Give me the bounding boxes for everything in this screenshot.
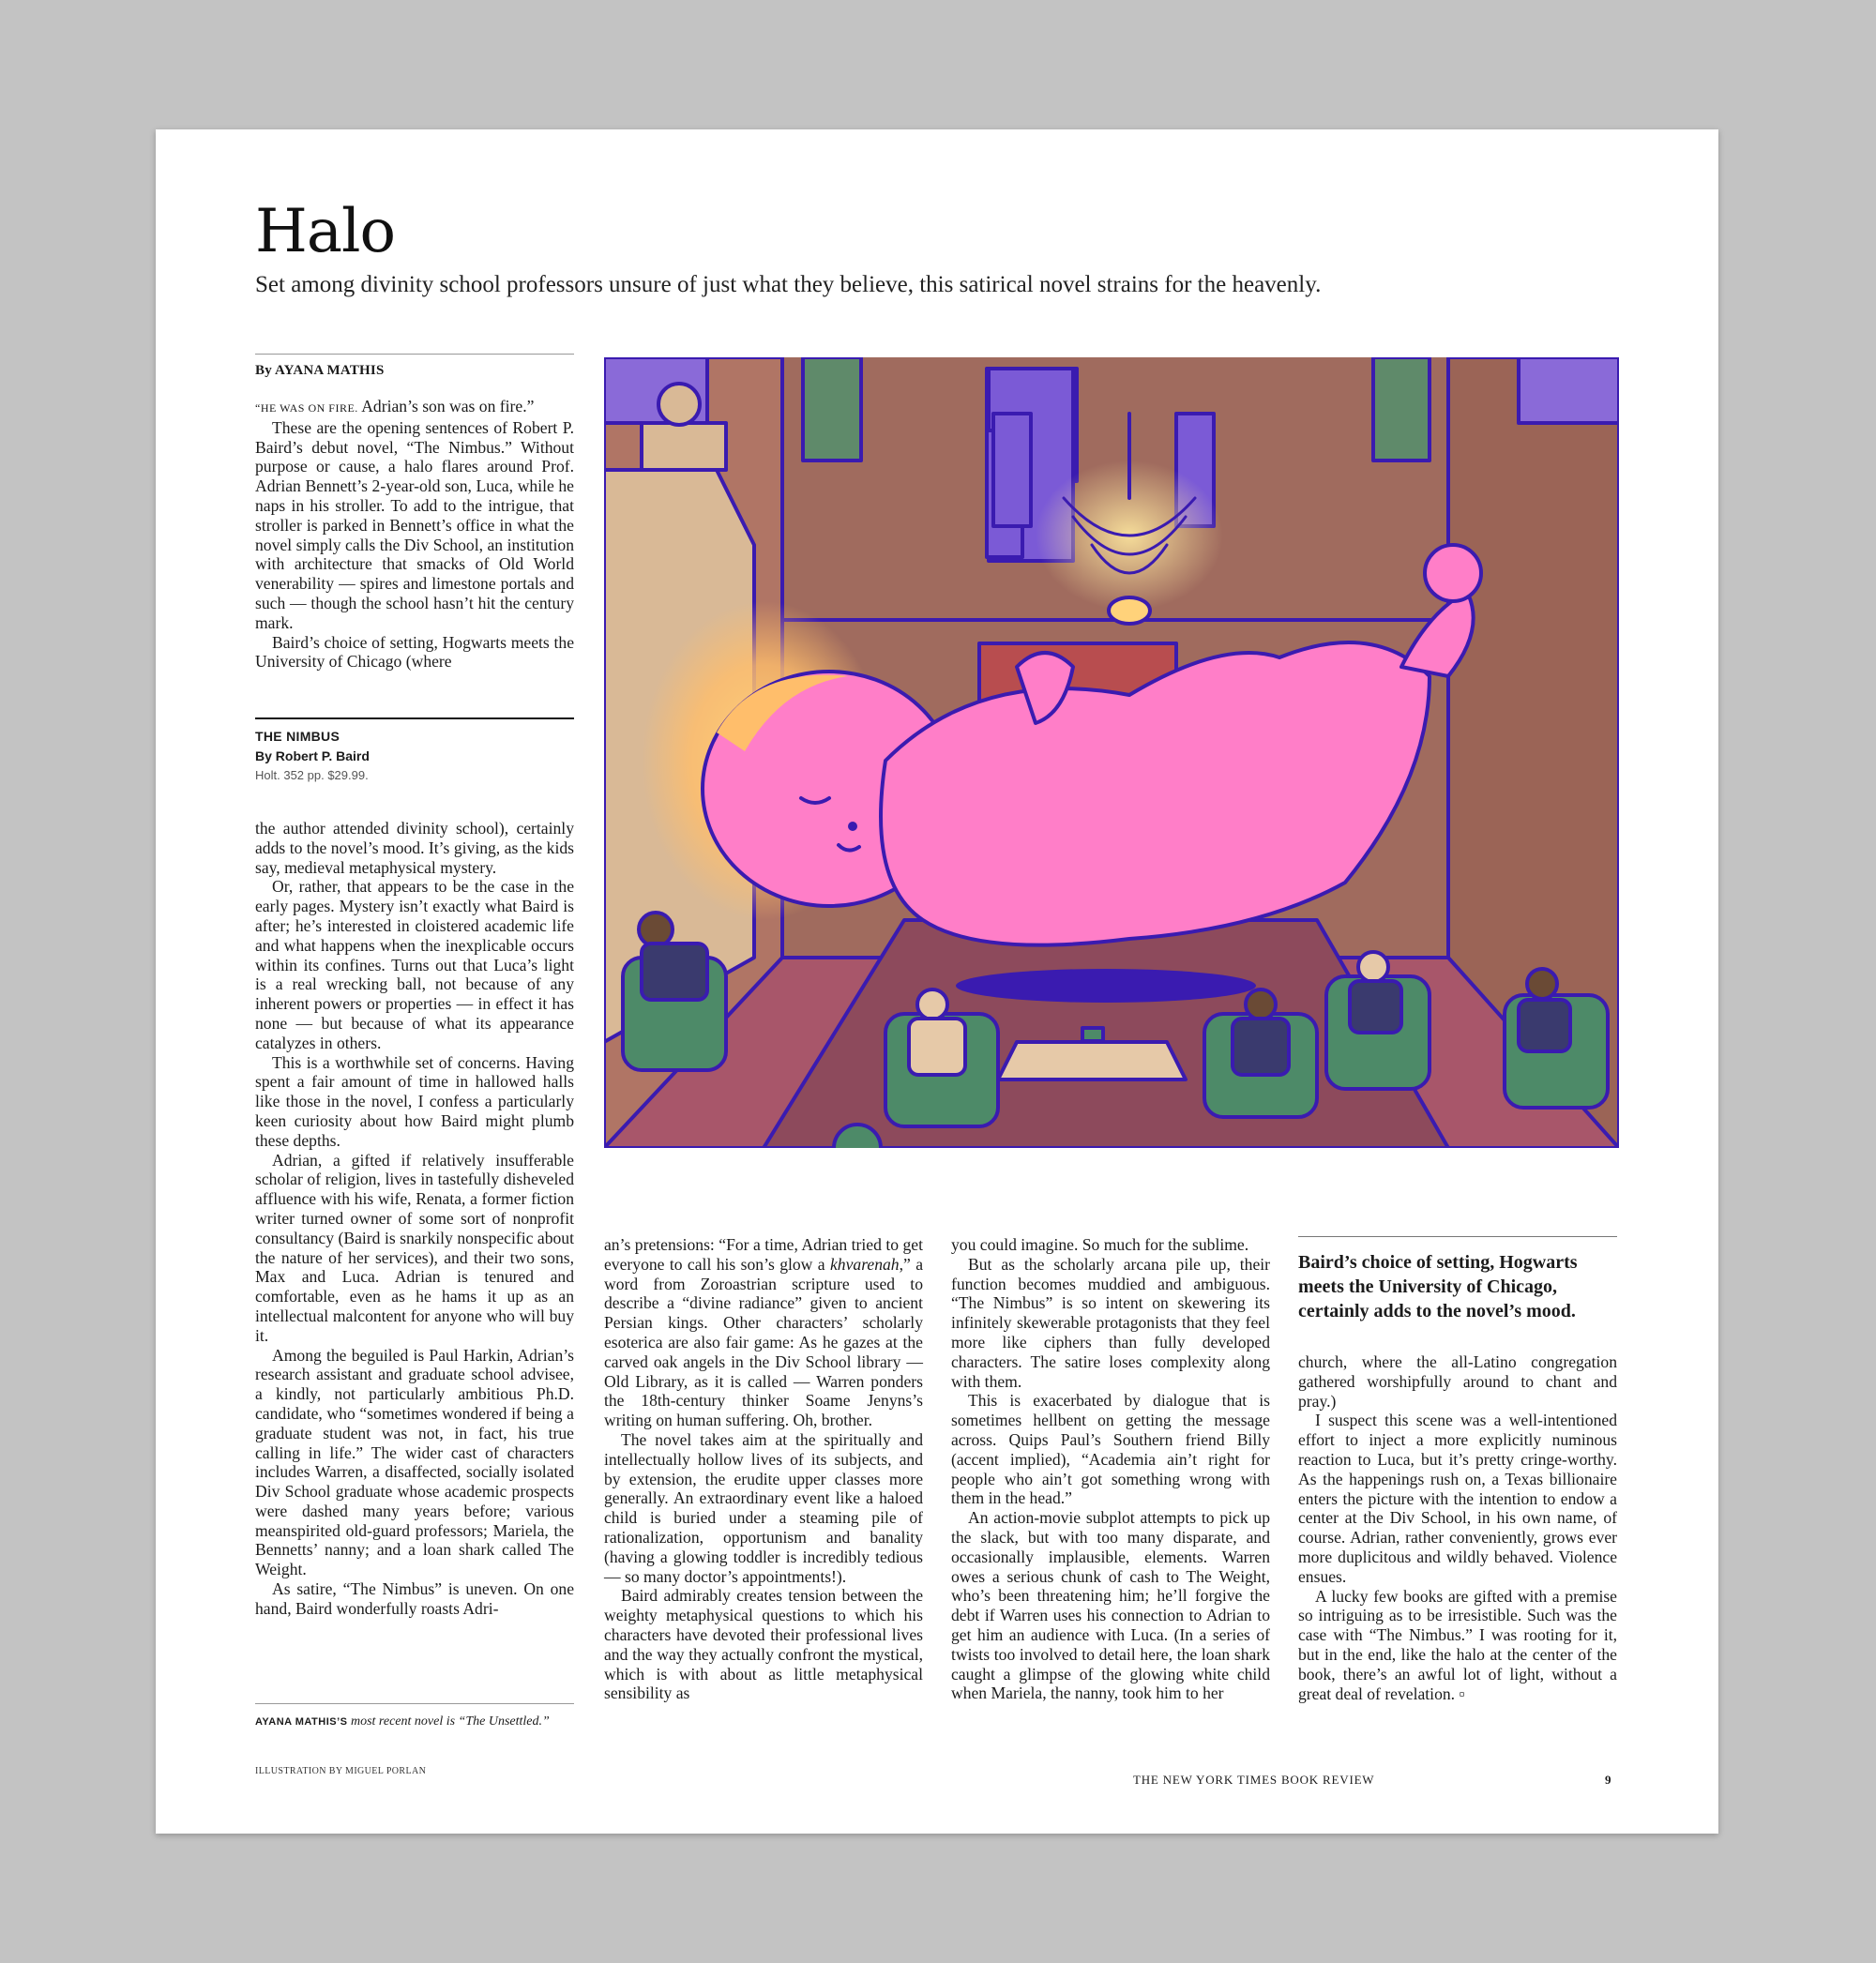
lead-paragraph bbox=[255, 397, 574, 418]
article-column-1-top bbox=[255, 397, 574, 672]
article-column-4 bbox=[1298, 1352, 1617, 1703]
publication-footer: THE NEW YORK TIMES BOOK REVIEW bbox=[1133, 1773, 1375, 1787]
nose bbox=[850, 823, 855, 829]
bio-name: AYANA MATHIS’S bbox=[255, 1716, 348, 1728]
paragraph: Adrian, a gifted if relatively insufferable scholar of religion, lives in tastefully disheveled affluence with his wife, Renata, a former fiction writer turned owner of some sort of nonprofit consultancy (Baird is snarkily nonspecific about the nature of her services), and their two sons, Max and Luca. Adrian is tenured and comfortable, even as he hams it up as an intellectual malcontent for anyone who will buy it. bbox=[255, 1150, 574, 1345]
byline-rule bbox=[255, 354, 574, 355]
coffee-table bbox=[998, 1042, 1186, 1080]
book-author: By Robert P. Baird bbox=[255, 748, 370, 763]
window bbox=[803, 357, 861, 461]
baby-foot-sole bbox=[1425, 545, 1481, 601]
author-bio bbox=[255, 1703, 574, 1730]
bio-text: most recent novel is “The Unsettled.” bbox=[347, 1714, 550, 1729]
text-run: ,” a word from Zoroastrian scripture used to describe a “divine radiance” given to ancient Persian kings. Other characters’ scholarly esoterica are also fair game: As he gazes at the carved oak angels in the Div School library — Old Library, as it is called — Warren ponders the 18th-century thinker Soame Jenyns’s writing on human suffering. Oh, brother. bbox=[604, 1254, 923, 1430]
lead-caps: “HE WAS ON FIRE. bbox=[255, 401, 358, 415]
window bbox=[1373, 357, 1430, 461]
article-column-3 bbox=[951, 1235, 1270, 1703]
magazine-page bbox=[156, 129, 1718, 1834]
page-number: 9 bbox=[1605, 1773, 1611, 1787]
byline: By AYANA MATHIS bbox=[255, 363, 385, 378]
paragraph: A lucky few books are gifted with a premise so intriguing as to be irresistible. Such was the case with “The Nimbus.” I was rooting for it, but in the end, like the halo at the center of the book, there’s an awful lot of light, without a great deal of revelation. ▫ bbox=[1298, 1586, 1617, 1703]
paragraph-continued: the author attended divinity school), certainly adds to the novel’s mood. It’s giving, as the kids say, medieval metaphysical mystery. bbox=[255, 819, 574, 877]
paragraph-continued bbox=[604, 1235, 923, 1430]
book-info-box bbox=[255, 717, 574, 782]
paragraph: But as the scholarly arcana pile up, their function becomes muddied and ambiguous. “The Nimbus” is so intent on skewering its infinitely skewerable protagonists that they feel more like ciphers than fully developed characters. The satire loses complexity along with them. bbox=[951, 1254, 1270, 1391]
article-column-2 bbox=[604, 1235, 923, 1703]
book-publisher: Holt. 352 pp. $29.99. bbox=[255, 768, 369, 782]
paragraph: I suspect this scene was a well-intentioned effort to inject a more explicitly numinous reaction to Luca, but it’s pretty cringe-worthy. As the happenings rush on, a Texas billionaire enters the picture with the intention to endow a center at the Div School, in his own name, of course. Adrian, rather conveniently, grows ever more duplicitous and wildly behaved. Violence ensues. bbox=[1298, 1411, 1617, 1586]
paragraph: The novel takes aim at the spiritually and intellectually hollow lives of its subjects, and by extension, the erudite upper classes more generally. An extraordinary event like a haloed child is buried under a steaming pile of rationalization, opportunism and banality (having a glowing toddler is incredibly tedious — so many doctor’s appointments!). bbox=[604, 1429, 923, 1586]
headline: Halo bbox=[255, 197, 395, 266]
baby-illustration bbox=[604, 357, 1619, 1148]
italic-term: khvarenah bbox=[829, 1254, 900, 1274]
paragraph: As satire, “The Nimbus” is uneven. On one hand, Baird wonderfully roasts Adri- bbox=[255, 1579, 574, 1618]
paragraph: This is exacerbated by dialogue that is sometimes hellbent on getting the message across. Quips Paul’s Southern friend Billy (accent implied), “Academia ain’t right for people who ain’t got something wrong with them in the head.” bbox=[951, 1391, 1270, 1508]
window bbox=[993, 414, 1031, 526]
paragraph: This is a worthwhile set of concerns. Having spent a fair amount of time in hallowed halls like those in the novel, I confess a particularly keen curiosity about how Baird might plumb these depths. bbox=[255, 1052, 574, 1150]
lead-rest: Adrian’s son was on fire.” bbox=[357, 397, 535, 415]
paragraph: Or, rather, that appears to be the case in the early pages. Mystery isn’t exactly what Baird is after; he’s interested in cloistered academic life and what happens when the inexplicable occurs within its confines. Turns out that Luca’s light is a real wrecking ball, not because of any inherent powers or properties — in effect it has none — but because of what its appearance catalyzes in others. bbox=[255, 877, 574, 1052]
window bbox=[1519, 357, 1619, 423]
bust-pedestal bbox=[642, 423, 726, 470]
pull-quote: Baird’s choice of setting, Hogwarts meets the University of Chicago, certainly adds to the novel’s mood. bbox=[1298, 1236, 1617, 1323]
bust-head bbox=[658, 384, 700, 425]
dek: Set among divinity school professors unsure of just what they believe, this satirical novel strains for the heavenly. bbox=[255, 272, 1322, 297]
illustration-credit: ILLUSTRATION BY MIGUEL PORLAN bbox=[255, 1766, 427, 1776]
paragraph: An action-movie subplot attempts to pick up the slack, but with too many disparate, and occasionally implausible, elements. Warren owes a serious chunk of cash to The Weight, who’s been threatening him; he’ll forgive the debt if Warren uses his connection to Adrian to get him an audience with Luca. (In a series of twists too involved to detail here, the loan shark caught a glimpse of the glowing white child when Mariela, the nanny, took him to her bbox=[951, 1508, 1270, 1703]
paragraph: Baird admirably creates tension between the weighty metaphysical questions to which his characters have devoted their professional lives and the way they actually confront the mystical, which is with about as little metaphysical sensibility as bbox=[604, 1586, 923, 1703]
book-on-table bbox=[1082, 1028, 1103, 1041]
paragraph-continued: church, where the all-Latino congregation gathered worshipfully around to chant and pray.) bbox=[1298, 1352, 1617, 1411]
paragraph: Baird’s choice of setting, Hogwarts meets the University of Chicago (where bbox=[255, 632, 574, 672]
article-column-1-bottom bbox=[255, 819, 574, 1619]
chandelier-base bbox=[1109, 597, 1150, 624]
book-title: THE NIMBUS bbox=[255, 729, 340, 744]
paragraph: These are the opening sentences of Robert P. Baird’s debut novel, “The Nimbus.” Without purpose or cause, a halo flares around Prof. Adrian Bennett’s 2-year-old son, Luca, while he naps in his stroller. To add to the intrigue, that stroller is parked in Bennett’s office in what the novel simply calls the Div School, an institution with architecture that smacks of Old World venerability — spires and limestone portals and such — though the school hasn’t hit the century mark. bbox=[255, 417, 574, 632]
paragraph: Among the beguiled is Paul Harkin, Adrian’s research assistant and graduate school advisee, a kindly, not particularly ambitious Ph.D. candidate, who “sometimes wondered if being a graduate student was not, in fact, his true calling in life.” The wider cast of characters includes Warren, a disaffected, socially isolated Div School graduate whose academic prospects were dashed many years before; various meanspirited old-guard professors; Mariela, the Bennetts’ nanny; and a loan shark called The Weight. bbox=[255, 1345, 574, 1579]
text-run: an’s pretensions: “For a time, Adrian tried to get everyone to call his son’s glow a bbox=[604, 1235, 923, 1274]
paragraph-continued: you could imagine. So much for the sublime. bbox=[951, 1235, 1249, 1254]
baby-shadow bbox=[956, 969, 1256, 1003]
